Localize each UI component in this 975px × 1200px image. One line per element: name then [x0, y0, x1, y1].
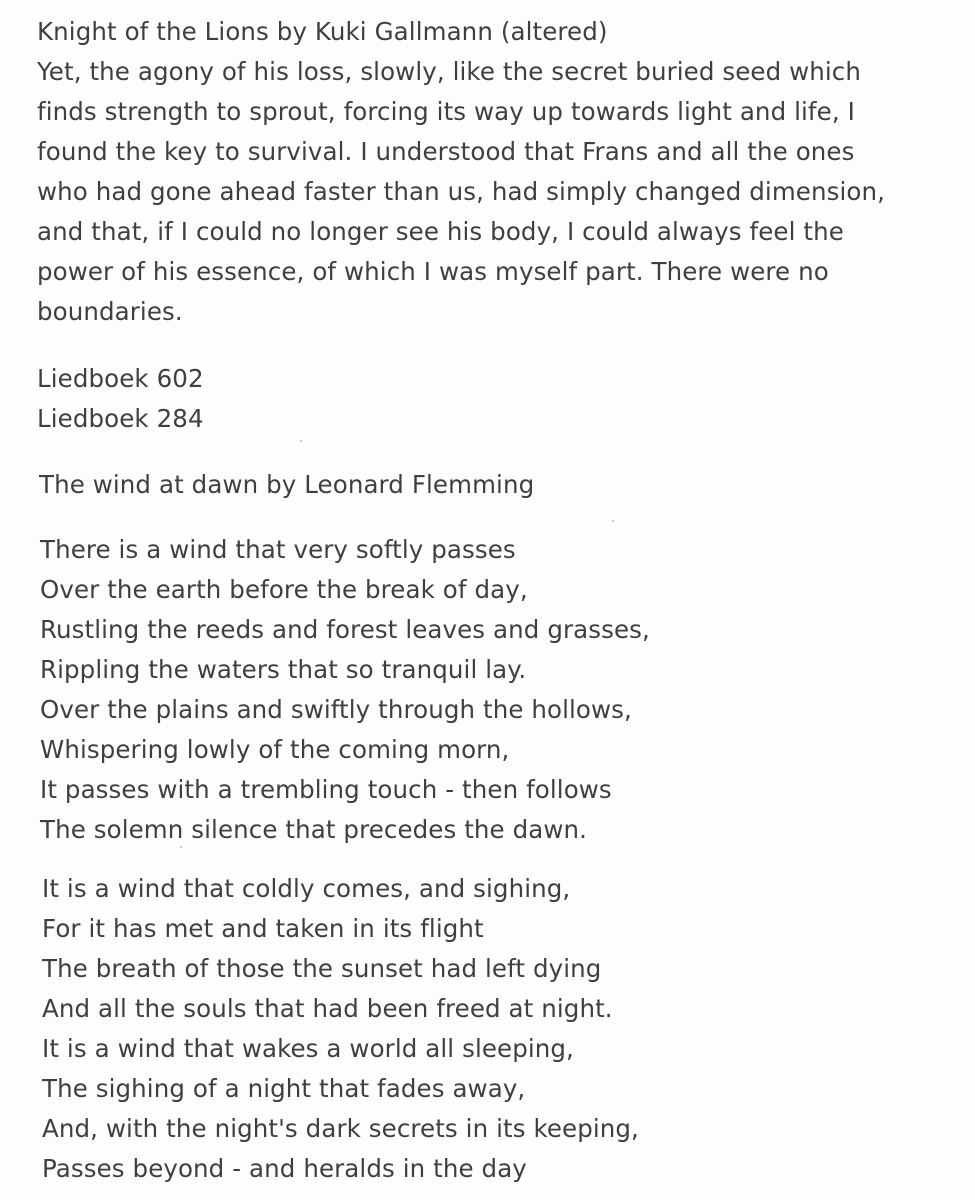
- scan-speck: [612, 520, 614, 522]
- poem-line: Passes beyond - and heralds in the day: [42, 1154, 527, 1183]
- hymn-list: [37, 359, 204, 439]
- poem-line: And all the souls that had been freed at night.: [42, 994, 613, 1023]
- excerpt-line: Yet, the agony of his loss, slowly, like the secret buried seed which: [37, 57, 861, 86]
- poem-line: It is a wind that coldly comes, and sighing,: [42, 874, 571, 903]
- excerpt-line: and that, if I could no longer see his body, I could always feel the: [37, 217, 844, 246]
- poem-line: And, with the night's dark secrets in its keeping,: [42, 1114, 639, 1143]
- poem-title: [39, 465, 534, 505]
- poem-stanza-2: [42, 869, 639, 1189]
- poem-line: Rippling the waters that so tranquil lay.: [40, 655, 527, 684]
- scan-speck: [180, 846, 182, 848]
- poem-line: The solemn silence that precedes the dawn.: [40, 815, 588, 844]
- poem-stanza-1: [40, 530, 650, 850]
- excerpt-line: finds strength to sprout, forcing its way up towards light and life, I: [37, 97, 855, 126]
- scan-speck: [300, 440, 302, 442]
- excerpt-line: boundaries.: [37, 297, 183, 326]
- poem-title-text: The wind at dawn by Leonard Flemming: [39, 470, 535, 499]
- excerpt-line: who had gone ahead faster than us, had simply changed dimension,: [37, 177, 885, 206]
- excerpt-title: Knight of the Lions by Kuki Gallmann (altered): [37, 17, 608, 46]
- poem-line: Over the plains and swiftly through the hollows,: [40, 695, 632, 724]
- poem-line: It is a wind that wakes a world all sleeping,: [42, 1034, 574, 1063]
- poem-line: Rustling the reeds and forest leaves and grasses,: [40, 615, 650, 644]
- excerpt-line: found the key to survival. I understood that Frans and all the ones: [37, 137, 855, 166]
- poem-line: For it has met and taken in its flight: [42, 914, 484, 943]
- hymn-reference: Liedboek 602: [37, 364, 204, 393]
- excerpt-block: [37, 12, 885, 332]
- poem-line: It passes with a trembling touch - then follows: [40, 775, 612, 804]
- hymn-reference: Liedboek 284: [37, 404, 204, 433]
- poem-line: Whispering lowly of the coming morn,: [40, 735, 510, 764]
- poem-line: The breath of those the sunset had left dying: [42, 954, 602, 983]
- poem-line: Over the earth before the break of day,: [40, 575, 528, 604]
- excerpt-line: power of his essence, of which I was myself part. There were no: [37, 257, 829, 286]
- poem-line: There is a wind that very softly passes: [40, 535, 516, 564]
- poem-line: The sighing of a night that fades away,: [42, 1074, 526, 1103]
